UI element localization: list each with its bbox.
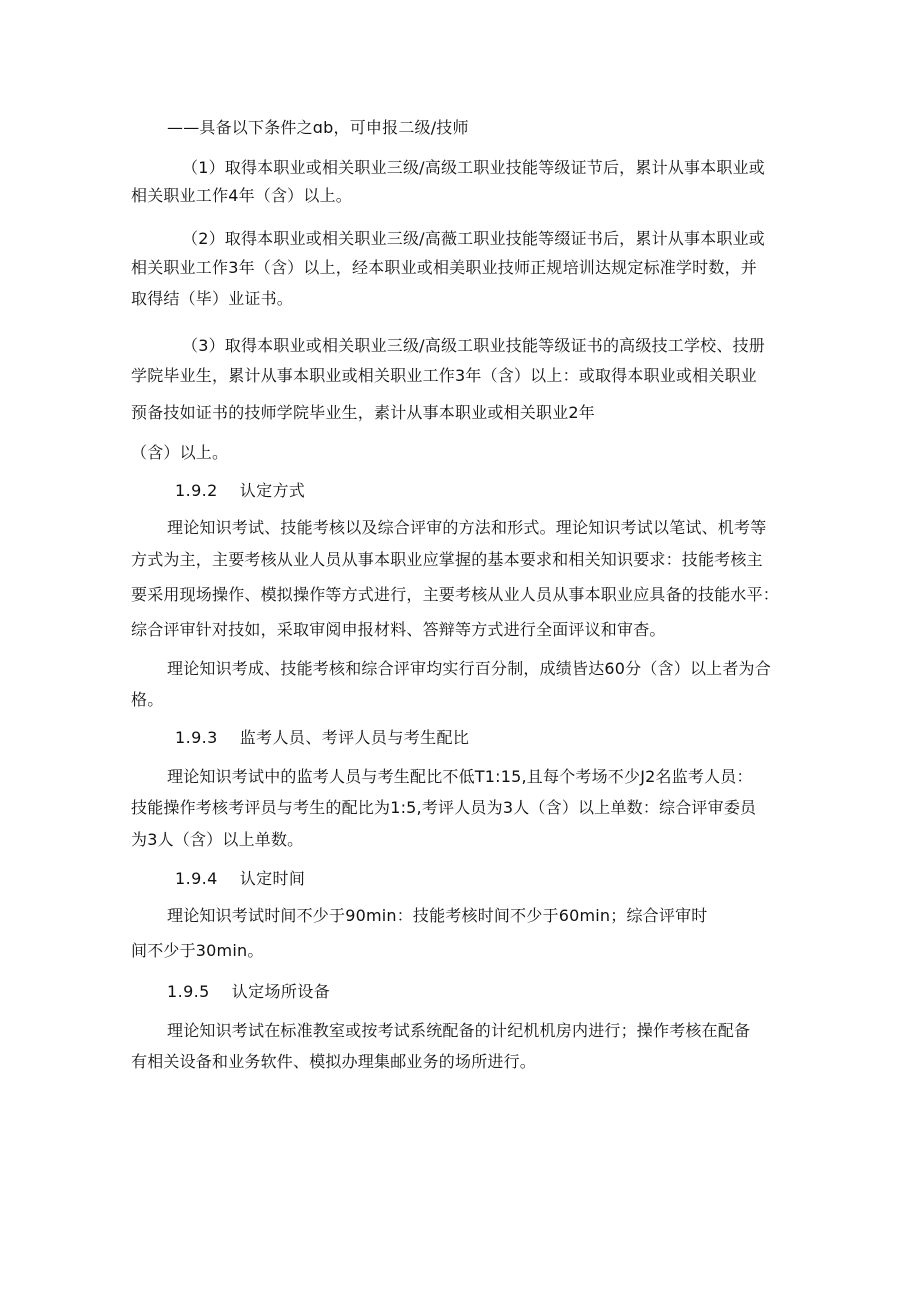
s193-p1-line1: 理论知识考试中的监考人员与考生配比不低T1:15,且每个考场不少J2名监考人员： bbox=[167, 767, 753, 786]
section-1-9-5-heading bbox=[167, 982, 330, 1002]
item2-line2: 相关职业工作3年（含）以上，经本职业或相美职业技师正规培训达规定标准学时数，并 bbox=[131, 258, 757, 277]
section-title: 监考人员、考评人员与考生配比 bbox=[239, 728, 470, 747]
section-number: 1.9.5 bbox=[167, 982, 210, 1001]
section-title: 认定方式 bbox=[239, 481, 306, 500]
item1-line1: （1）取得本职业或相关职业三级/高级工职业技能等级证节后，累计从事本职业或 bbox=[182, 158, 765, 177]
item3-line3: 预备技如证书的技师学院毕业生，素计从事本职业或相关职业2年 bbox=[131, 403, 595, 422]
s192-p1-line3: 要采用现场操作、模拟操作等方式进行，主要考核从业人员从事本职业应具备的技能水平： bbox=[131, 585, 780, 604]
s194-p1-line2: 间不少于30min。 bbox=[131, 941, 264, 960]
s193-p1-line2: 技能操作考核考评员与考生的配比为1:5,考评人员为3人（含）以上单数：综合评审委员 bbox=[131, 798, 757, 817]
s192-p2-line2: 格。 bbox=[131, 690, 164, 709]
s192-p1-line2: 方式为主，主要考核从业人员从事本职业应掌握的基本要求和相关知识要求：技能考核主 bbox=[131, 550, 763, 569]
s192-p2-line1: 理论知识考成、技能考核和综合评审均实行百分制，成绩皆达60分（含）以上者为合 bbox=[167, 659, 771, 678]
s195-p1-line1: 理论知识考试在标准教室或按考试系统配备的计纪机机房内进行；操作考核在配备 bbox=[167, 1021, 751, 1040]
item3-line4: （含）以上。 bbox=[131, 443, 229, 462]
s192-p1-line4: 综合评审针对技如，采取审阅申报材料、答辩等方式进行全面评议和审杳。 bbox=[131, 620, 666, 639]
section-1-9-4-heading bbox=[175, 869, 305, 889]
item3-line2: 学院毕业生，累计从事本职业或相关职业工作3年（含）以上：或取得本职业或相关职业 bbox=[131, 366, 757, 385]
s194-p1-line1: 理论知识考试时间不少于90min：技能考核时间不少于60min；综合评审时 bbox=[167, 906, 708, 925]
s192-p1-line1: 理论知识考试、技能考核以及综合评审的方法和形式。理论知识考试以笔试、机考等 bbox=[167, 518, 767, 537]
section-title: 认定场所设备 bbox=[231, 982, 331, 1001]
section-number: 1.9.3 bbox=[175, 728, 218, 747]
s193-p1-line3: 为3人（含）以上单数。 bbox=[131, 830, 304, 849]
section-title: 认定时间 bbox=[239, 869, 306, 888]
section-1-9-2-heading bbox=[175, 481, 305, 501]
section-number: 1.9.4 bbox=[175, 869, 218, 888]
section-1-9-3-heading bbox=[175, 728, 469, 748]
s195-p1-line2: 有相关设备和业务软件、模拟办理集邮业务的场所进行。 bbox=[131, 1052, 537, 1071]
intro-line: ——具备以下条件之ɑb，可申报二级/技师 bbox=[167, 118, 469, 137]
item1-line2: 相关职业工作4年（含）以上。 bbox=[131, 186, 352, 205]
item2-line3: 取得结（毕）业证书。 bbox=[131, 289, 294, 308]
item2-line1: （2）取得本职业或相关职业三级/高薇工职业技能等缀证书后，累计从事本职业或 bbox=[182, 229, 765, 248]
item3-line1: （3）取得本职业或相关职业三级/高级工职业技能等级证书的高级技工学校、技册 bbox=[182, 336, 765, 355]
section-number: 1.9.2 bbox=[175, 481, 218, 500]
